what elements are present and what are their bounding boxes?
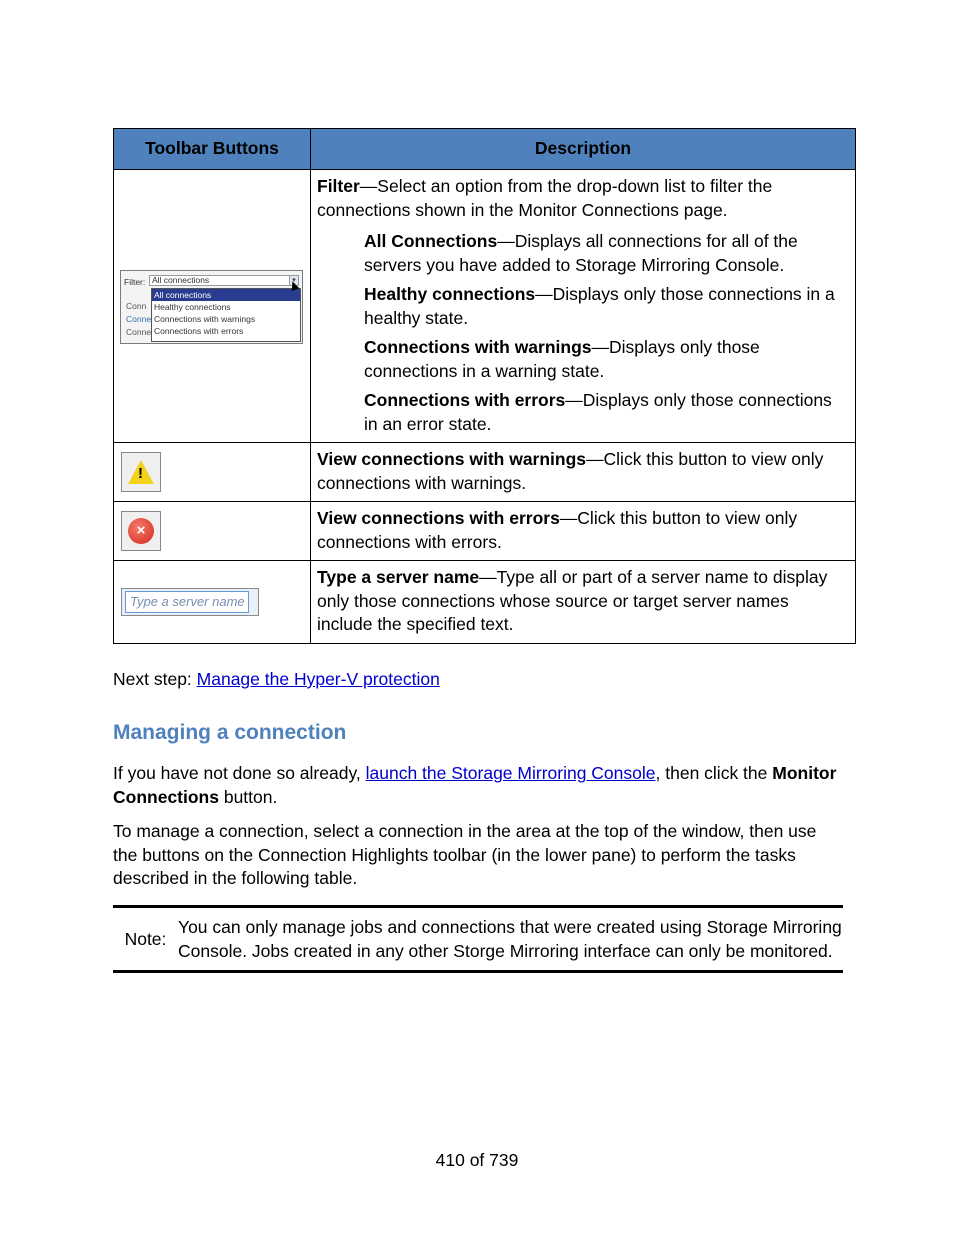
filter-desc-text: —Select an option from the drop-down list to filter the connections shown in the Monitor Connections page.: [317, 176, 773, 220]
option-desc: —Displays all connections for all of the servers you have added to Storage Mirroring Console.: [364, 231, 798, 275]
filter-option: Connections with errors: [154, 326, 244, 336]
server-name-title: Type a server name: [317, 567, 480, 587]
warnings-icon-cell: [114, 443, 311, 502]
filter-option: Healthy connections: [154, 302, 231, 312]
server-name-placeholder: Type a server name: [125, 591, 249, 613]
filter-option: Connections with warnings: [154, 314, 256, 324]
next-step: [113, 668, 440, 692]
intro-paragraph: [113, 762, 843, 809]
option-title: Connections with warnings: [364, 337, 592, 357]
filter-description: [317, 175, 849, 222]
server-name-description-cell: [311, 561, 856, 644]
server-name-desc-text: —Type all or part of a server name to display only those connections whose source or target server names include the specified text.: [317, 567, 828, 634]
intro-text: , then click the: [655, 763, 773, 783]
page-number: 410 of 739: [435, 1150, 519, 1170]
view-errors-button: [121, 511, 161, 551]
note-box: [113, 905, 843, 973]
section-heading: Managing a connection: [113, 721, 347, 744]
view-warnings-button: [121, 452, 161, 492]
header-toolbar-buttons: Toolbar Buttons: [114, 129, 311, 170]
filter-option: All connections: [152, 289, 300, 301]
errors-desc-text: —Click this button to view only connections with errors.: [317, 508, 798, 552]
filter-dropdown-list: [151, 288, 301, 342]
option-connections-with-errors: [364, 389, 849, 436]
filter-dropdown-cell: [114, 170, 311, 443]
option-all-connections: [364, 230, 849, 277]
warnings-description-cell: [311, 443, 856, 502]
warnings-title: View connections with warnings: [317, 449, 587, 469]
launch-console-link[interactable]: launch the Storage Mirroring Console: [365, 763, 656, 783]
option-connections-with-warnings: [364, 336, 849, 383]
server-name-description: [317, 566, 849, 637]
manage-hyper-v-protection-link[interactable]: Manage the Hyper-V protection: [196, 669, 440, 689]
instructions-paragraph: To manage a connection, select a connection in the area at the top of the window, then use the buttons on the Connection Highlights toolbar (in the lower pane) to perform the tasks described in the following table.: [113, 821, 817, 888]
errors-title: View connections with errors: [317, 508, 560, 528]
intro-text: If you have not done so already,: [113, 763, 366, 783]
background-row: Conn: [126, 301, 147, 311]
errors-icon-cell: [114, 502, 311, 561]
server-name-input-image: [121, 588, 259, 616]
table-row-warnings: [114, 443, 856, 502]
filter-label: Filter:: [124, 277, 146, 287]
filter-dropdown-image: [120, 270, 303, 344]
note-label: Note:: [124, 928, 167, 949]
option-desc: —Displays only those connections in an error state.: [364, 390, 832, 434]
background-row: Conne: [126, 314, 152, 324]
monitor-connections-term: Monitor Connections: [113, 763, 837, 807]
error-icon: ×: [128, 518, 154, 544]
option-title: Healthy connections: [364, 284, 536, 304]
errors-description-cell: [311, 502, 856, 561]
option-title: Connections with errors: [364, 390, 566, 410]
option-desc: —Displays only those connections in a warning state.: [364, 337, 760, 381]
option-title: All Connections: [364, 231, 498, 251]
table-row-errors: [114, 502, 856, 561]
background-row: Conne: [126, 327, 152, 337]
filter-title: Filter: [317, 176, 360, 196]
option-desc: —Displays only those connections in a healthy state.: [364, 284, 835, 328]
warnings-description: [317, 448, 849, 495]
warnings-desc-text: —Click this button to view only connections with warnings.: [317, 449, 824, 493]
table-header-row: [114, 129, 856, 170]
header-description: Description: [311, 129, 856, 170]
toolbar-buttons-table: [113, 128, 856, 644]
table-row-server-name: [114, 561, 856, 644]
filter-description-cell: [311, 170, 856, 443]
errors-description: [317, 507, 849, 554]
note-text: You can only manage jobs and connections that were created using Storage Mirroring Console. Jobs created in any other Storge Mirroring interface can only be monitored.: [178, 917, 842, 961]
chevron-down-icon: ▾: [289, 275, 299, 286]
warning-icon: [128, 460, 154, 484]
option-healthy-connections: [364, 283, 849, 330]
warning-glyph: !: [138, 465, 143, 482]
filter-options-list: [364, 230, 849, 436]
table-row-filter: [114, 170, 856, 443]
next-step-label: Next step:: [113, 669, 197, 689]
server-name-icon-cell: [114, 561, 311, 644]
intro-text: button.: [218, 786, 278, 807]
filter-selected-value: All connections: [149, 275, 295, 286]
